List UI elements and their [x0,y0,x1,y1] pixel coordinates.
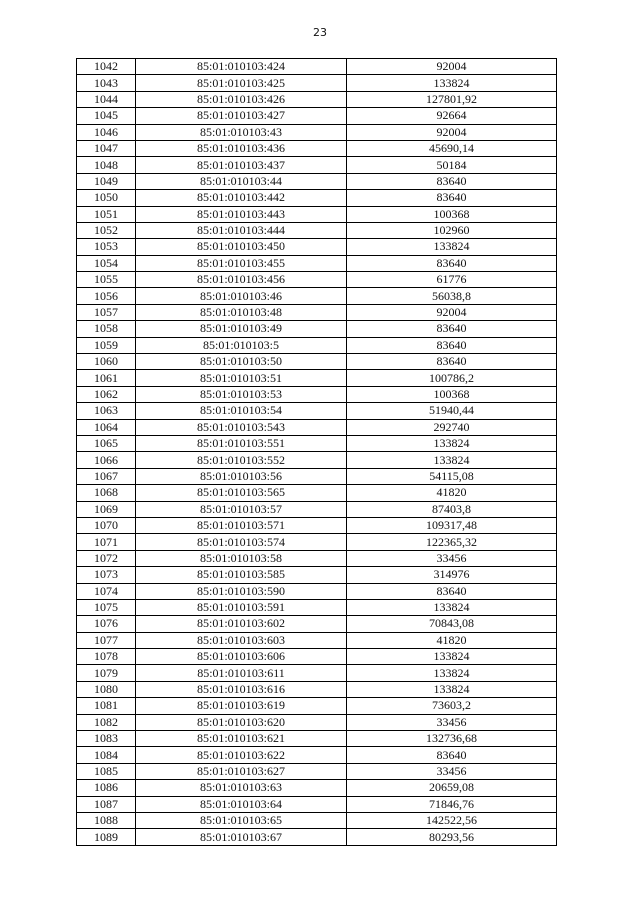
value-cell: 133824 [347,75,557,91]
row-number-cell: 1064 [77,419,136,435]
cadastral-number-cell: 85:01:010103:424 [136,59,347,75]
cadastral-number-cell: 85:01:010103:442 [136,190,347,206]
page-number: 23 [313,26,327,39]
cadastral-number-cell: 85:01:010103:43 [136,124,347,140]
row-number-cell: 1048 [77,157,136,173]
table-row [77,370,557,386]
value-cell: 83640 [347,337,557,353]
cadastral-number-cell: 85:01:010103:56 [136,468,347,484]
row-number-cell: 1085 [77,763,136,779]
value-cell: 83640 [347,321,557,337]
row-number-cell: 1058 [77,321,136,337]
row-number-cell: 1081 [77,698,136,714]
cadastral-number-cell: 85:01:010103:621 [136,731,347,747]
value-cell: 33456 [347,714,557,730]
table-row [77,780,557,796]
value-cell: 102960 [347,222,557,238]
cadastral-number-cell: 85:01:010103:436 [136,140,347,156]
cadastral-number-cell: 85:01:010103:44 [136,173,347,189]
cadastral-number-cell: 85:01:010103:456 [136,272,347,288]
row-number-cell: 1052 [77,222,136,238]
table-row [77,550,557,566]
table-row [77,714,557,730]
row-number-cell: 1043 [77,75,136,91]
value-cell: 71846,76 [347,796,557,812]
cadastral-number-cell: 85:01:010103:58 [136,550,347,566]
row-number-cell: 1074 [77,583,136,599]
table-row [77,173,557,189]
value-cell: 100368 [347,206,557,222]
table-row [77,829,557,845]
row-number-cell: 1057 [77,304,136,320]
cadastral-number-cell: 85:01:010103:425 [136,75,347,91]
cadastral-number-cell: 85:01:010103:54 [136,403,347,419]
table-row [77,222,557,238]
cadastral-number-cell: 85:01:010103:49 [136,321,347,337]
value-cell: 56038,8 [347,288,557,304]
table-row [77,403,557,419]
value-cell: 92004 [347,59,557,75]
cadastral-number-cell: 85:01:010103:437 [136,157,347,173]
value-cell: 100786,2 [347,370,557,386]
cadastral-number-cell: 85:01:010103:611 [136,665,347,681]
cadastral-number-cell: 85:01:010103:622 [136,747,347,763]
value-cell: 100368 [347,386,557,402]
value-cell: 80293,56 [347,829,557,845]
row-number-cell: 1067 [77,468,136,484]
table-row [77,190,557,206]
value-cell: 133824 [347,649,557,665]
row-number-cell: 1044 [77,91,136,107]
cadastral-number-cell: 85:01:010103:53 [136,386,347,402]
table-row [77,632,557,648]
cadastral-number-cell: 85:01:010103:565 [136,485,347,501]
table-row [77,304,557,320]
value-cell: 314976 [347,567,557,583]
row-number-cell: 1073 [77,567,136,583]
cadastral-number-cell: 85:01:010103:450 [136,239,347,255]
cadastral-number-cell: 85:01:010103:543 [136,419,347,435]
row-number-cell: 1059 [77,337,136,353]
row-number-cell: 1080 [77,681,136,697]
table-row [77,140,557,156]
table-row [77,468,557,484]
value-cell: 122365,32 [347,534,557,550]
value-cell: 83640 [347,190,557,206]
table-row [77,321,557,337]
table-row [77,485,557,501]
value-cell: 54115,08 [347,468,557,484]
row-number-cell: 1076 [77,616,136,632]
row-number-cell: 1070 [77,517,136,533]
table-row [77,665,557,681]
row-number-cell: 1053 [77,239,136,255]
value-cell: 61776 [347,272,557,288]
table-row [77,272,557,288]
table-row [77,796,557,812]
row-number-cell: 1079 [77,665,136,681]
cadastral-number-cell: 85:01:010103:585 [136,567,347,583]
table-row [77,747,557,763]
table-row [77,698,557,714]
table-row [77,616,557,632]
value-cell: 50184 [347,157,557,173]
table-row [77,108,557,124]
table-row [77,288,557,304]
row-number-cell: 1042 [77,59,136,75]
value-cell: 33456 [347,550,557,566]
table-row [77,75,557,91]
value-cell: 92664 [347,108,557,124]
value-cell: 20659,08 [347,780,557,796]
value-cell: 33456 [347,763,557,779]
cadastral-number-cell: 85:01:010103:443 [136,206,347,222]
cadastral-number-cell: 85:01:010103:51 [136,370,347,386]
row-number-cell: 1072 [77,550,136,566]
cadastral-number-cell: 85:01:010103:64 [136,796,347,812]
cadastral-number-cell: 85:01:010103:444 [136,222,347,238]
row-number-cell: 1068 [77,485,136,501]
table-row [77,255,557,271]
row-number-cell: 1089 [77,829,136,845]
table-row [77,337,557,353]
row-number-cell: 1087 [77,796,136,812]
table-row [77,583,557,599]
cadastral-number-cell: 85:01:010103:455 [136,255,347,271]
row-number-cell: 1082 [77,714,136,730]
cadastral-number-cell: 85:01:010103:5 [136,337,347,353]
value-cell: 92004 [347,124,557,140]
table-body [77,59,557,846]
value-cell: 142522,56 [347,812,557,828]
table-row [77,534,557,550]
cadastral-number-cell: 85:01:010103:602 [136,616,347,632]
table-row [77,731,557,747]
value-cell: 133824 [347,239,557,255]
table-row [77,157,557,173]
cadastral-number-cell: 85:01:010103:627 [136,763,347,779]
table-row [77,419,557,435]
value-cell: 133824 [347,452,557,468]
table-row [77,91,557,107]
cadastral-number-cell: 85:01:010103:67 [136,829,347,845]
row-number-cell: 1047 [77,140,136,156]
cadastral-number-cell: 85:01:010103:426 [136,91,347,107]
table-row [77,206,557,222]
row-number-cell: 1078 [77,649,136,665]
table-row [77,649,557,665]
value-cell: 92004 [347,304,557,320]
value-cell: 292740 [347,419,557,435]
cadastral-number-cell: 85:01:010103:63 [136,780,347,796]
cadastral-number-cell: 85:01:010103:46 [136,288,347,304]
row-number-cell: 1050 [77,190,136,206]
table-row [77,386,557,402]
table-row [77,354,557,370]
cadastral-number-cell: 85:01:010103:48 [136,304,347,320]
table-row [77,681,557,697]
row-number-cell: 1069 [77,501,136,517]
cadastral-number-cell: 85:01:010103:427 [136,108,347,124]
row-number-cell: 1054 [77,255,136,271]
cadastral-table [76,58,557,846]
table-row [77,59,557,75]
row-number-cell: 1063 [77,403,136,419]
cadastral-number-cell: 85:01:010103:620 [136,714,347,730]
value-cell: 41820 [347,632,557,648]
value-cell: 73603,2 [347,698,557,714]
row-number-cell: 1062 [77,386,136,402]
value-cell: 83640 [347,747,557,763]
row-number-cell: 1065 [77,435,136,451]
table-row [77,239,557,255]
cadastral-number-cell: 85:01:010103:619 [136,698,347,714]
value-cell: 133824 [347,665,557,681]
value-cell: 127801,92 [347,91,557,107]
row-number-cell: 1088 [77,812,136,828]
value-cell: 133824 [347,599,557,615]
row-number-cell: 1051 [77,206,136,222]
cadastral-number-cell: 85:01:010103:603 [136,632,347,648]
table-row [77,812,557,828]
table-row [77,517,557,533]
cadastral-number-cell: 85:01:010103:590 [136,583,347,599]
row-number-cell: 1075 [77,599,136,615]
table-row [77,599,557,615]
row-number-cell: 1077 [77,632,136,648]
cadastral-number-cell: 85:01:010103:571 [136,517,347,533]
cadastral-number-cell: 85:01:010103:552 [136,452,347,468]
value-cell: 83640 [347,255,557,271]
cadastral-number-cell: 85:01:010103:574 [136,534,347,550]
cadastral-number-cell: 85:01:010103:591 [136,599,347,615]
value-cell: 87403,8 [347,501,557,517]
value-cell: 133824 [347,681,557,697]
cadastral-number-cell: 85:01:010103:57 [136,501,347,517]
row-number-cell: 1086 [77,780,136,796]
table-row [77,763,557,779]
row-number-cell: 1071 [77,534,136,550]
table-row [77,452,557,468]
row-number-cell: 1045 [77,108,136,124]
row-number-cell: 1046 [77,124,136,140]
value-cell: 109317,48 [347,517,557,533]
row-number-cell: 1066 [77,452,136,468]
value-cell: 83640 [347,173,557,189]
value-cell: 133824 [347,435,557,451]
value-cell: 51940,44 [347,403,557,419]
row-number-cell: 1084 [77,747,136,763]
value-cell: 45690,14 [347,140,557,156]
row-number-cell: 1049 [77,173,136,189]
cadastral-number-cell: 85:01:010103:551 [136,435,347,451]
cadastral-number-cell: 85:01:010103:50 [136,354,347,370]
row-number-cell: 1055 [77,272,136,288]
value-cell: 70843,08 [347,616,557,632]
table-row [77,124,557,140]
table-row [77,435,557,451]
value-cell: 41820 [347,485,557,501]
cadastral-number-cell: 85:01:010103:65 [136,812,347,828]
value-cell: 83640 [347,583,557,599]
table-row [77,567,557,583]
row-number-cell: 1083 [77,731,136,747]
table-row [77,501,557,517]
cadastral-number-cell: 85:01:010103:606 [136,649,347,665]
row-number-cell: 1060 [77,354,136,370]
row-number-cell: 1056 [77,288,136,304]
row-number-cell: 1061 [77,370,136,386]
cadastral-number-cell: 85:01:010103:616 [136,681,347,697]
value-cell: 83640 [347,354,557,370]
value-cell: 132736,68 [347,731,557,747]
